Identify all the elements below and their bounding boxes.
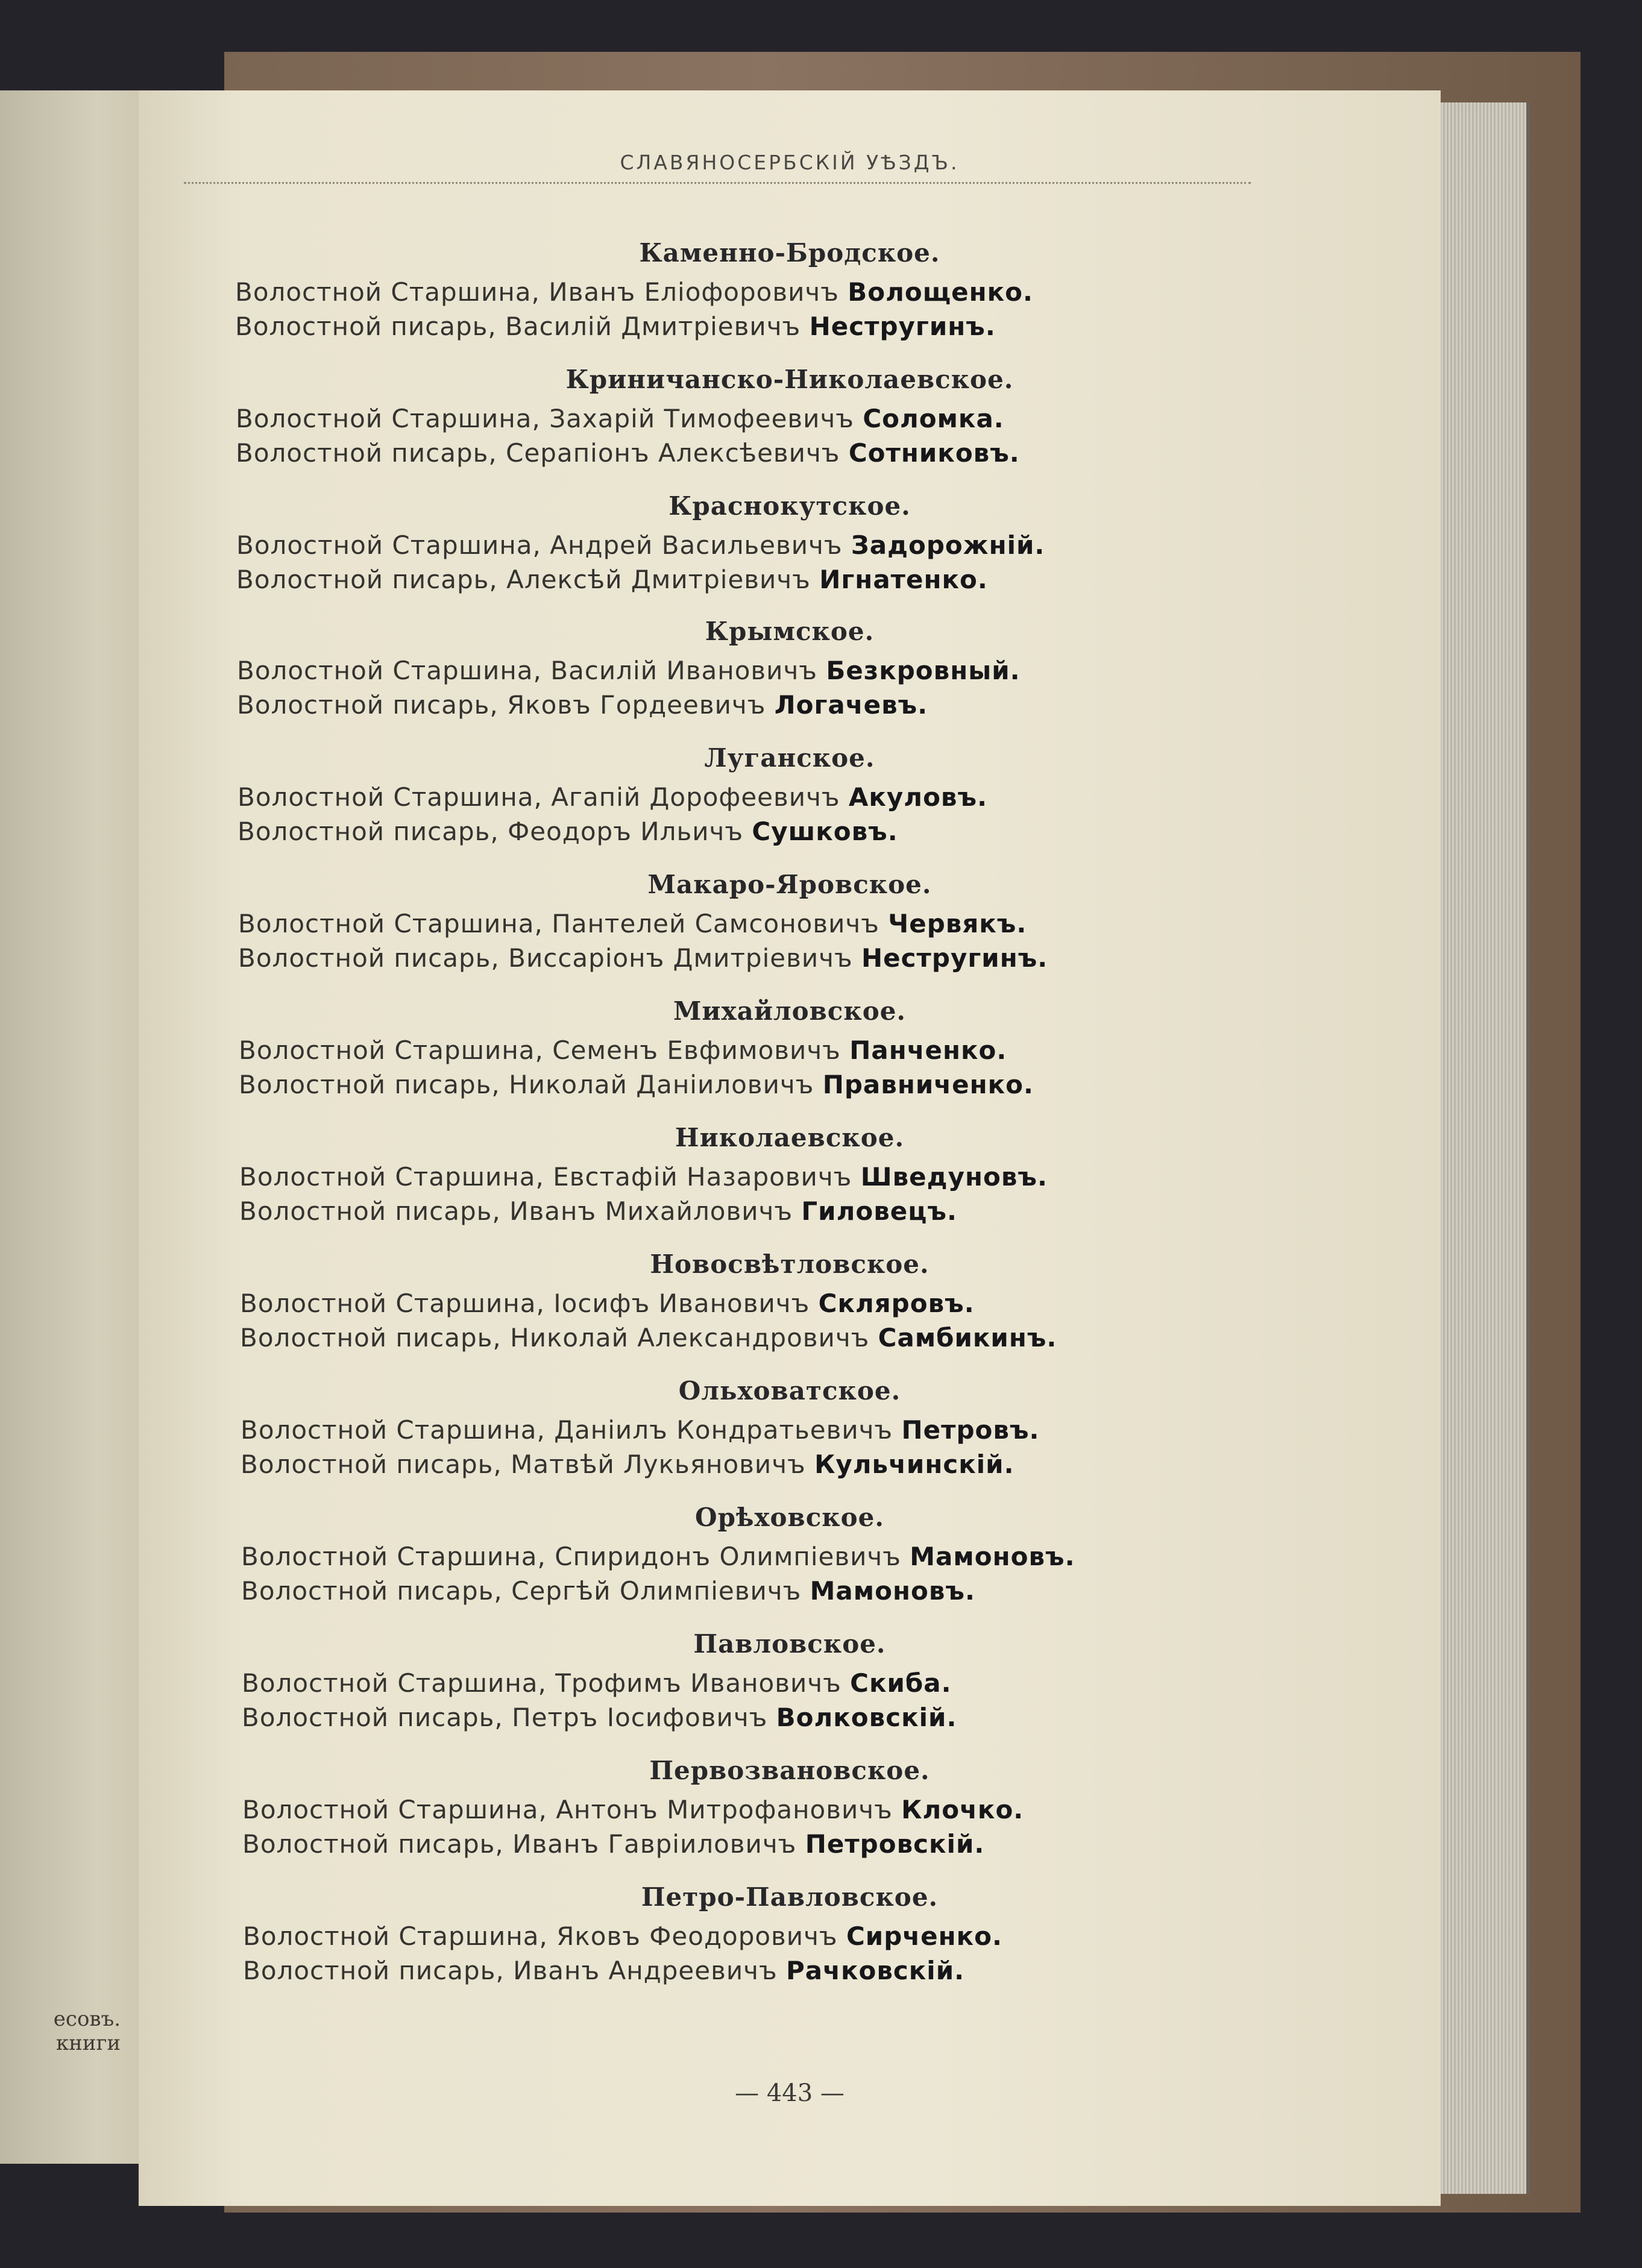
entry-surname: Шведуновъ. [860,1162,1048,1192]
entry-surname: Петровскій. [805,1829,985,1859]
entry-role: Волостной писарь, [236,565,498,594]
entry-surname: Мамоновъ. [810,1576,975,1606]
entry-name: Виссаріонъ Дмитріевичъ [508,943,853,973]
entry-surname: Правниченко. [822,1070,1034,1099]
starshina-entry [241,1542,1075,1571]
entry-name: Серапіонъ Алексѣевичъ [506,438,840,468]
section-title: Каменно-Бродское. [639,238,940,268]
section-title: Первозвановское. [649,1756,930,1785]
section-title: Михайловское. [673,996,907,1026]
entry-role: Волостной Старшина, [239,1162,544,1192]
entry-name: Семенъ Евфимовичъ [552,1035,841,1065]
entry-role: Волостной Старшина, [241,1542,546,1571]
entry-name: Алексѣй Дмитріевичъ [506,565,811,594]
entry-role: Волостной Старшина, [243,1921,548,1951]
entry-surname: Игнатенко. [819,565,988,594]
pisar-entry [240,1323,1057,1352]
starshina-entry [242,1668,952,1698]
entry-surname: Сушковъ. [752,817,898,846]
entry-role: Волостной Старшина, [239,1035,544,1065]
entry-name: Матвѣй Лукьяновичъ [511,1450,806,1479]
pisar-entry [242,1703,957,1732]
entry-role: Волостной Старшина, [236,530,541,560]
entry-surname: Петровъ. [901,1415,1040,1445]
entry-name: Петръ Іосифовичъ [512,1703,768,1732]
pisar-entry [241,1576,975,1606]
starshina-entry [239,1035,1007,1065]
entry-role: Волостной писарь, [237,690,499,720]
entry-name: Антонъ Митрофановичъ [556,1795,893,1824]
entry-surname: Самбикинъ. [878,1323,1057,1352]
page-edges [1430,102,1530,2194]
entry-surname: Скляровъ. [818,1289,975,1318]
pisar-entry [235,312,996,341]
section-title: Ольховатское. [678,1376,901,1406]
pisar-entry [237,690,928,720]
entry-surname: Панченко. [849,1035,1007,1065]
entry-name: Сергѣй Олимпіевичъ [511,1576,802,1606]
entry-role: Волостной писарь, [239,1070,500,1099]
entry-surname: Червякъ. [888,909,1027,938]
header-rule [184,182,1251,192]
pisar-entry [237,817,898,846]
section-title: Краснокутское. [668,491,911,521]
starshina-entry [242,1795,1024,1824]
entry-name: Иванъ Михайловичъ [509,1196,793,1226]
previous-page-fragment: есовъ. [53,2007,121,2031]
entry-surname: Волковскій. [776,1703,957,1732]
section-title: Макаро-Яровское. [647,870,932,899]
starshina-entry [243,1921,1002,1951]
entry-role: Волостной Старшина, [242,1668,547,1698]
entry-role: Волостной Старшина, [238,909,543,938]
entry-role: Волостной писарь, [242,1703,503,1732]
entry-surname: Соломка. [863,404,1004,433]
section-title: Орѣховское. [695,1503,884,1532]
entry-role: Волостной писарь, [241,1576,503,1606]
starshina-entry [235,277,1033,307]
section-title: Павловское. [693,1629,886,1659]
document-page [139,90,1441,2206]
pisar-entry [242,1829,984,1859]
entry-surname: Нестругинъ. [809,312,996,341]
entry-name: Іосифъ Ивановичъ [553,1289,810,1318]
section-title: Крымское. [705,617,875,646]
section-title: Новосвѣтловское. [650,1249,930,1279]
pisar-entry [243,1956,964,1985]
running-head: СЛАВЯНОСЕРБСКІЙ УѢЗДЪ. [620,151,960,174]
entry-surname: Мамоновъ. [910,1542,1075,1571]
pisar-entry [241,1450,1014,1479]
entry-name: Яковъ Феодоровичъ [556,1921,838,1951]
entry-role: Волостной писарь, [235,312,497,341]
entry-name: Николай Александровичъ [510,1323,870,1352]
entry-name: Яковъ Гордеевичъ [507,690,766,720]
entry-role: Волостной писарь, [239,1196,501,1226]
entry-role: Волостной Старшина, [236,404,541,433]
entry-name: Василій Ивановичъ [550,656,817,685]
entry-role: Волостной Старшина, [241,1415,546,1445]
entry-role: Волостной писарь, [236,438,497,468]
starshina-entry [237,782,987,812]
starshina-entry [239,1162,1048,1192]
pisar-entry [239,1196,957,1226]
entry-role: Волостной писарь, [237,817,499,846]
entry-surname: Сирченко. [846,1921,1002,1951]
entry-name: Захарій Тимофеевичъ [549,404,854,433]
entry-role: Волостной Старшина, [240,1289,545,1318]
starshina-entry [236,404,1004,433]
entry-surname: Гиловецъ. [801,1196,957,1226]
previous-page [0,90,141,2164]
pisar-entry [238,943,1048,973]
entry-surname: Логачевъ. [774,690,928,720]
starshina-entry [237,656,1021,685]
pisar-entry [236,565,988,594]
entry-name: Евстафій Назаровичъ [553,1162,852,1192]
entry-name: Иванъ Гавріиловичъ [512,1829,797,1859]
section-title: Николаевское. [675,1123,905,1152]
entry-name: Даніилъ Кондратьевичъ [554,1415,893,1445]
entry-name: Агапій Дорофеевичъ [551,782,840,812]
entry-role: Волостной писарь, [241,1450,502,1479]
entry-surname: Рачковскій. [786,1956,965,1985]
entry-name: Андрей Васильевичъ [550,530,843,560]
entry-surname: Безкровный. [826,656,1021,685]
entry-name: Василій Дмитріевичъ [505,312,801,341]
entry-surname: Клочко. [901,1795,1024,1824]
entry-surname: Кульчинскій. [814,1450,1014,1479]
pisar-entry [236,438,1020,468]
pisar-entry [239,1070,1034,1099]
entry-role: Волостной Старшина, [242,1795,547,1824]
entry-name: Николай Даніиловичъ [509,1070,814,1099]
entry-name: Пантелей Самсоновичъ [552,909,879,938]
starshina-entry [240,1289,975,1318]
section-title: Петро-Павловское. [641,1882,939,1912]
entry-name: Иванъ Еліофоровичъ [549,277,839,307]
entry-surname: Задорожній. [851,530,1045,560]
entry-surname: Скиба. [850,1668,952,1698]
starshina-entry [236,530,1045,560]
starshina-entry [241,1415,1039,1445]
section-title: Луганское. [704,743,875,773]
entry-surname: Акуловъ. [848,782,988,812]
entry-name: Спиридонъ Олимпіевичъ [555,1542,901,1571]
entry-role: Волостной Старшина, [237,782,543,812]
entry-role: Волостной писарь, [243,1956,505,1985]
section-title: Криничанско-Николаевское. [565,365,1014,394]
entry-role: Волостной писарь, [240,1323,502,1352]
entry-name: Феодоръ Ильичъ [508,817,744,846]
previous-page-fragment: книги [55,2031,121,2055]
entry-surname: Волощенко. [848,277,1033,307]
entry-surname: Нестругинъ. [861,943,1048,973]
entry-name: Трофимъ Ивановичъ [555,1668,841,1698]
entry-role: Волостной Старшина, [237,656,542,685]
page-number: — 443 — [735,2079,845,2107]
entry-role: Волостной писарь, [242,1829,504,1859]
starshina-entry [238,909,1027,938]
entry-role: Волостной Старшина, [235,277,540,307]
entry-surname: Сотниковъ. [848,438,1020,468]
entry-name: Иванъ Андреевичъ [513,1956,778,1985]
entry-role: Волостной писарь, [238,943,500,973]
